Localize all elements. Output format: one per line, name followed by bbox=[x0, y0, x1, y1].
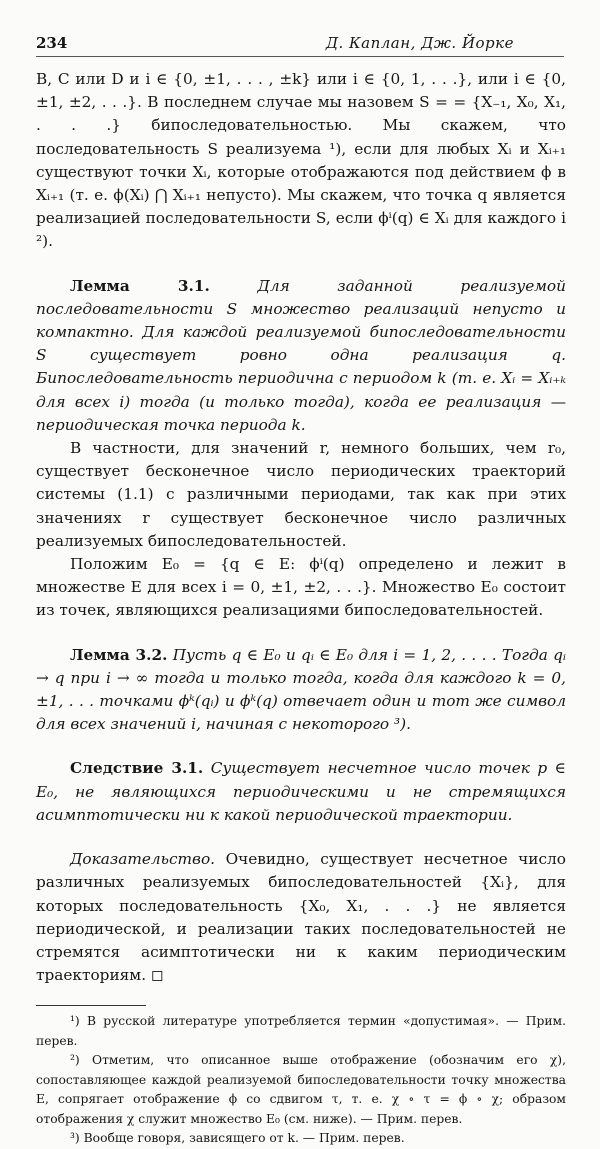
proof-label: Доказательство. bbox=[70, 850, 216, 869]
paragraph-define-e0: Положим E₀ = {q ∈ E: ϕⁱ(q) определено и лежит в множестве E для всех i = 0, ±1, ±2, . . .}. Множество E₀ состоит из точек, являющихся реализациями бипоследовательностей. bbox=[36, 555, 566, 620]
lemma-3-2 bbox=[36, 644, 566, 737]
paragraph-periodic-trajectories: В частности, для значений r, немного больших, чем r₀, существует бесконечное число периодических траекторий системы (1.1) с различными периодами, так как при этих значениях r существует бесконечное число различных реализуемых бипоследовательностей. bbox=[36, 439, 566, 550]
lemma-3-1-text: Для заданной реализуемой последовательности S множество реализаций непусто и компактно. Для каждой реализуемой бипоследовательности S существует ровно одна реализация q. Бипоследовательность периодична с периодом k (т. е. Xᵢ = Xᵢ₊ₖ для всех i) тогда (и только тогда), когда ее реализация — периодическая точка периода k. bbox=[36, 276, 566, 434]
footnote-3: ³) Вообще говоря, зависящего от k. — Прим. перев. bbox=[70, 1131, 405, 1146]
lemma-3-2-text: Пусть q ∈ E₀ и qᵢ ∈ E₀ для i = 1, 2, . . . . Тогда qᵢ → q при i → ∞ тогда и только тогда, когда для каждого k = 0, ±1, . . . точками ϕᵏ(qᵢ) и ϕᵏ(q) отвечает один и тот же символ для всех значений i, начиная с некоторого ³). bbox=[36, 645, 566, 734]
page-header bbox=[36, 34, 564, 57]
footnote-divider bbox=[36, 1005, 146, 1006]
corollary-3-1 bbox=[36, 757, 566, 827]
corollary-3-1-text: Существует несчетное число точек p ∈ E₀, не являющихся периодическими и не стремящихся асимптотически ни к какой периодической траектории. bbox=[36, 759, 566, 824]
running-title: Д. Каплан, Дж. Йорке bbox=[325, 34, 514, 52]
lemma-3-1-label: Лемма 3.1. bbox=[70, 276, 210, 295]
page-body bbox=[36, 68, 566, 1149]
proof-text: Очевидно, существует несчетное число различных реализуемых бипоследовательностей {Xᵢ}, для которых последовательность {X₀, X₁, . . .} не является периодической, и реализации таких последовательностей не стремятся асимптотически ни к каким периодическим траекториям. ◻ bbox=[36, 850, 566, 985]
opening-paragraph: B, C или D и i ∈ {0, ±1, . . . , ±k} или i ∈ {0, 1, . . .}, или i ∈ {0, ±1, ±2, . . .}. В последнем случае мы назовем S = = {X₋₁, X₀, X₁, . . .} бипоследовательностью. Мы скажем, что последовательность S реализуема ¹), если для любых Xᵢ и Xᵢ₊₁ существуют точки Xᵢ, которые отображаются под действием ϕ в Xᵢ₊₁ (т. е. ϕ(Xᵢ) ⋂ Xᵢ₊₁ непусто). Мы скажем, что точка q является реализацией последовательности S, если ϕⁱ(q) ∈ Xᵢ для каждого i ²). bbox=[36, 70, 566, 251]
footnote-1: ¹) В русской литературе употребляется термин «допустимая». — Прим. перев. bbox=[36, 1014, 566, 1048]
lemma-3-2-label: Лемма 3.2. bbox=[70, 645, 168, 664]
page-number: 234 bbox=[36, 34, 68, 52]
lemma-3-1 bbox=[36, 275, 566, 437]
proof bbox=[36, 848, 566, 987]
footnotes bbox=[36, 1012, 566, 1149]
corollary-3-1-label: Следствие 3.1. bbox=[70, 759, 204, 778]
footnote-2: ²) Отметим, что описанное выше отображение (обозначим его χ), сопоставляющее каждой реализуемой бипоследовательности точку множества E, сопрягает отображение ϕ со сдвигом τ, т. е. χ ∘ τ = ϕ ∘ χ; образом отображения χ служит множество E₀ (см. ниже). — Прим. перев. bbox=[36, 1053, 566, 1126]
